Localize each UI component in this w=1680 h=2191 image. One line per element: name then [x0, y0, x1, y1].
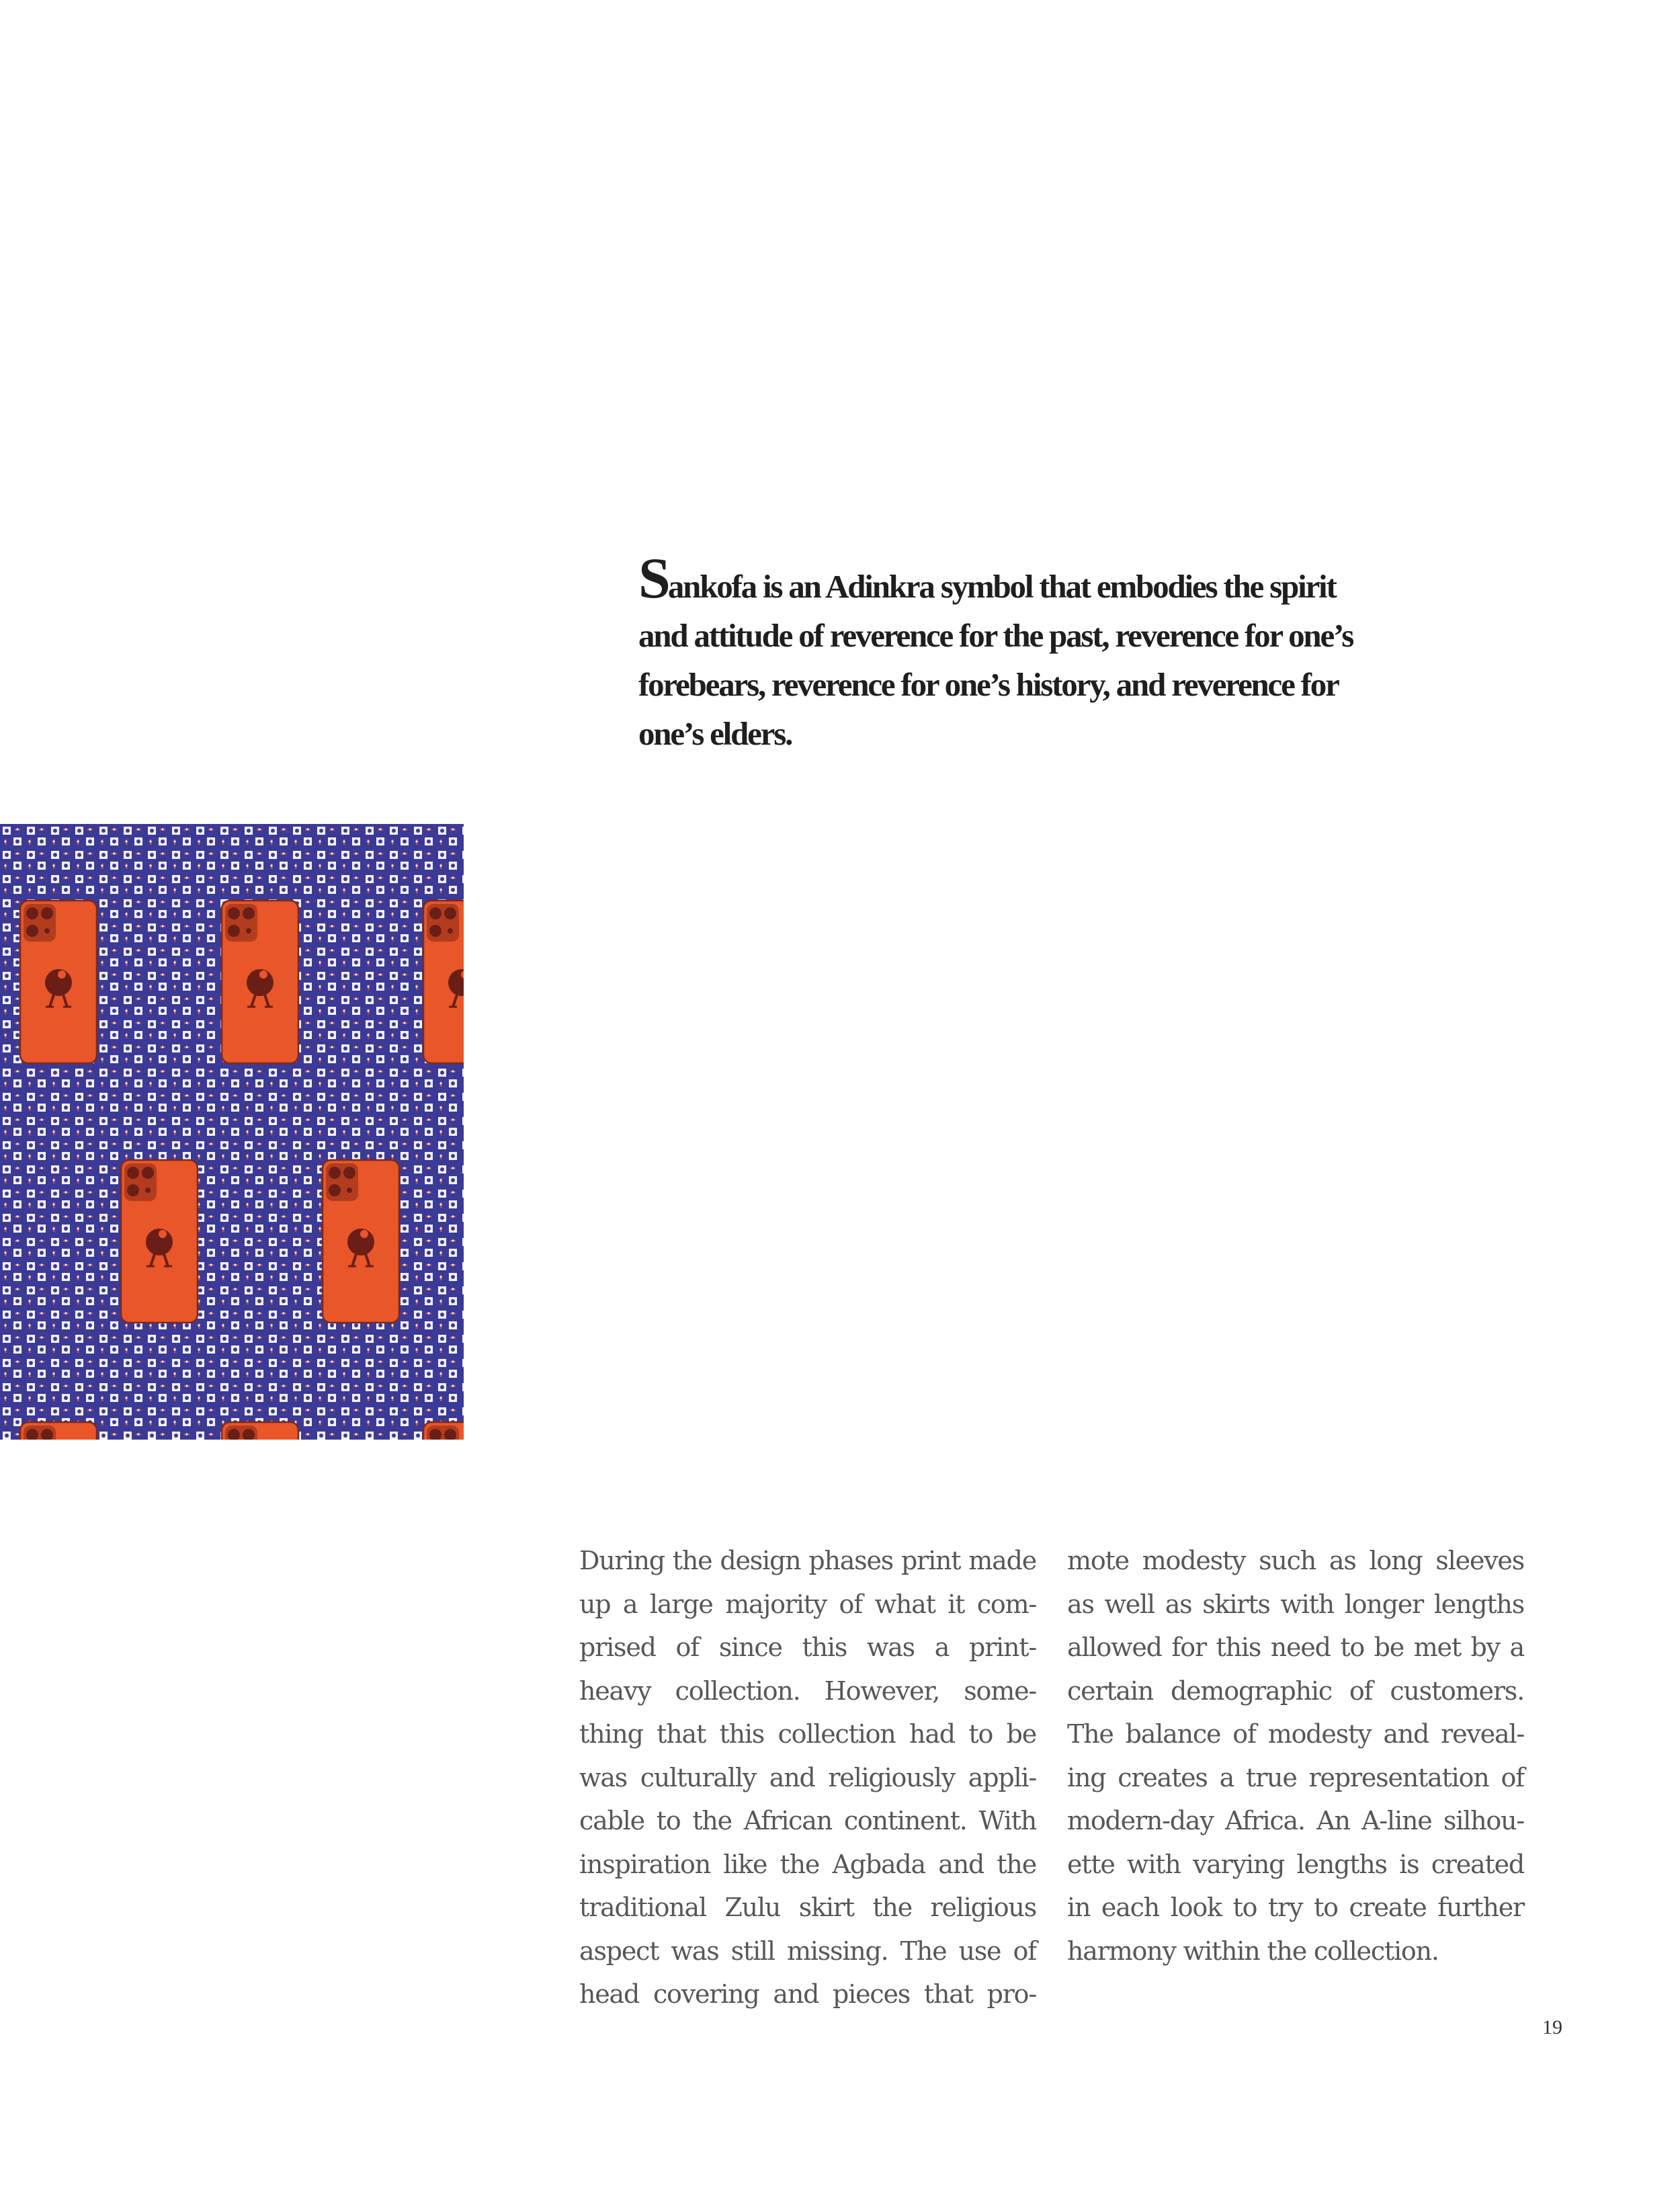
body-line: During the design phases print made — [579, 1546, 1036, 1575]
body-line: cable to the African continent. With — [579, 1806, 1036, 1835]
body-line: was culturally and religiously appli- — [579, 1762, 1036, 1792]
body-line: The balance of modesty and reveal- — [1067, 1719, 1524, 1749]
body-line: ette with varying lengths is created — [1067, 1849, 1524, 1879]
body-line: in each look to try to create further — [1067, 1893, 1524, 1922]
body-line: traditional Zulu skirt the religious — [579, 1893, 1036, 1922]
body-line: harmony within the collection. — [1067, 1936, 1439, 1966]
body-line: head covering and pieces that pro- — [579, 1979, 1036, 2009]
pull-quote-line: forebears, reverence for one’s history, and reverence for — [638, 666, 1339, 703]
sankofa-print-pattern-image — [0, 824, 464, 1440]
body-line: aspect was still missing. The use of — [579, 1936, 1036, 1966]
body-line: up a large majority of what it com- — [579, 1589, 1036, 1619]
pull-quote — [638, 546, 1465, 758]
body-column-left — [579, 1539, 1036, 2016]
pull-quote-line: and attitude of reverence for the past, reverence for one’s — [638, 617, 1353, 654]
body-line: prised of since this was a print- — [579, 1632, 1036, 1662]
body-line: mote modesty such as long sleeves — [1067, 1546, 1524, 1575]
body-line: certain demographic of customers. — [1067, 1676, 1524, 1706]
body-line: as well as skirts with longer lengths — [1067, 1589, 1524, 1619]
body-column-right — [1067, 1539, 1524, 1973]
body-line: modern-day Africa. An A-line silhou- — [1067, 1806, 1524, 1835]
body-line: thing that this collection had to be — [579, 1719, 1036, 1749]
body-line: allowed for this need to be met by a — [1067, 1632, 1524, 1662]
page-number: 19 — [1542, 2016, 1562, 2038]
pull-quote-line: ankofa is an Adinkra symbol that embodies the spirit — [667, 568, 1336, 605]
drop-cap: S — [638, 546, 668, 610]
pull-quote-line: one’s elders. — [638, 715, 792, 752]
body-line: ing creates a true representation of — [1067, 1762, 1524, 1792]
body-line: inspiration like the Agbada and the — [579, 1849, 1036, 1879]
body-line: heavy collection. However, some- — [579, 1676, 1036, 1706]
